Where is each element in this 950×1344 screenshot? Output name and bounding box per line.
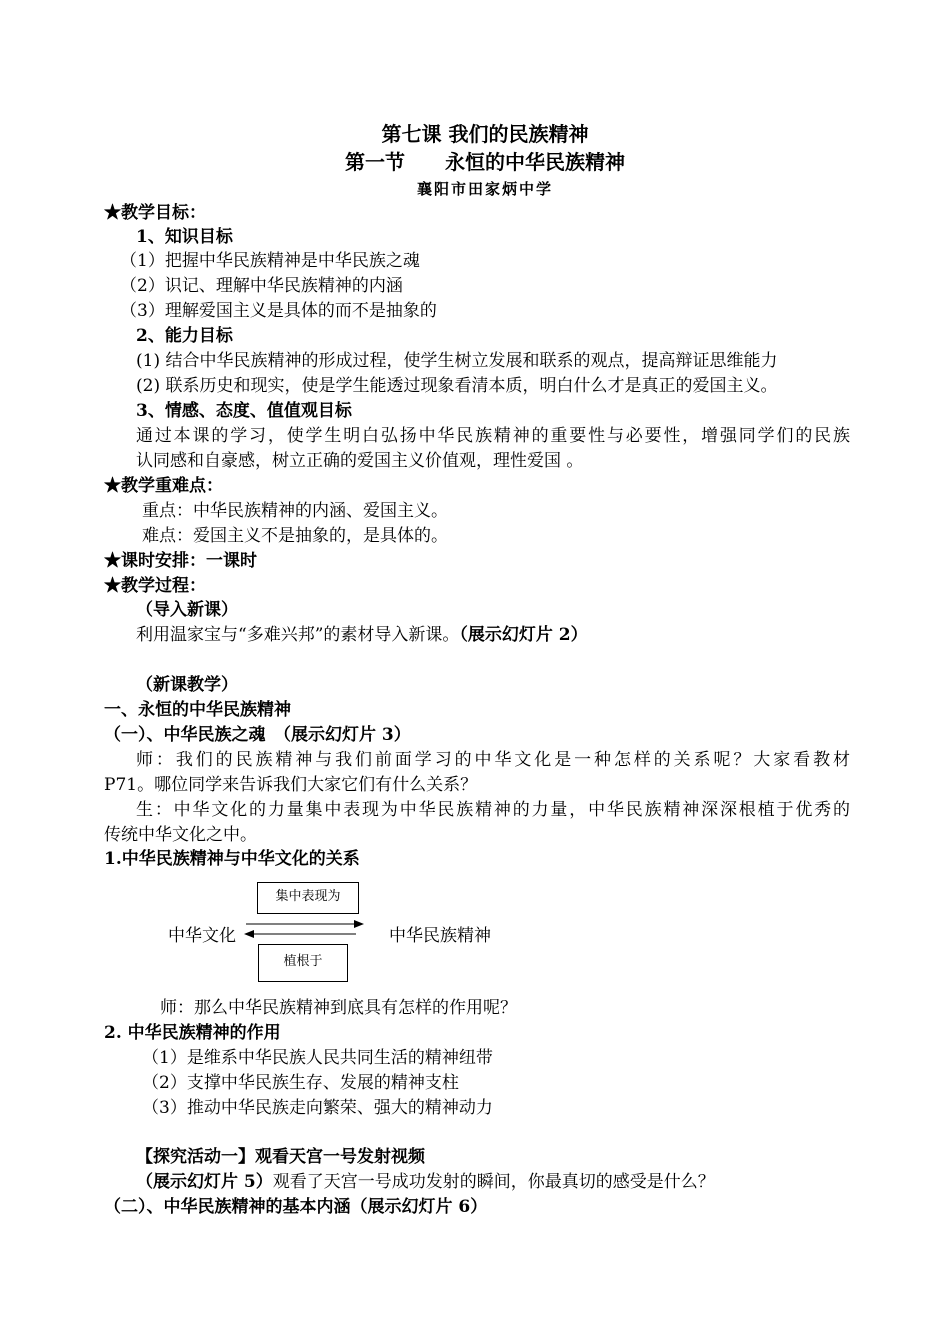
diagram-left-label: 中华文化 (168, 926, 236, 946)
activity-text: 观看了天宫一号成功发射的瞬间，你最真切的感受是什么？ (272, 1172, 715, 1192)
ability-item: (1) 结合中华民族精神的形成过程，使学生树立发展和联系的观点，提高辩证思维能力 (136, 351, 778, 371)
intro-heading: （导入新课） (136, 600, 238, 620)
teacher-question: 师：我们的民族精神与我们前面学习的中华文化是一种怎样的关系呢？大家看教材 (136, 750, 850, 770)
role-item: （2）支撑中华民族生存、发展的精神支柱 (142, 1073, 459, 1093)
intro-text: 利用温家宝与“多难兴邦”的素材导入新课。 (136, 625, 460, 645)
top-box-label: 集中表现为 (257, 882, 359, 914)
emotion-heading: 3、情感、态度、值值观目标 (136, 401, 352, 421)
sub1-heading: （一）、中华民族之魂 （展示幻灯片 3） (104, 725, 411, 745)
role-item: （3）推动中华民族走向繁荣、强大的精神动力 (142, 1098, 493, 1118)
hard-point: 难点：爱国主义不是抽象的，是具体的。 (142, 526, 448, 546)
knowledge-heading: 1、知识目标 (136, 227, 233, 247)
arrow-left-head (244, 930, 254, 938)
intro-slide: （展示幻灯片 2） (459, 625, 588, 645)
student-answer: 生：中华文化的力量集中表现为中华民族精神的力量，中华民族精神深深根植于优秀的 (136, 800, 850, 820)
goals-heading: ★教学目标： (104, 203, 206, 223)
lesson-title: 第七课 我们的民族精神 (381, 122, 589, 146)
knowledge-item: （1）把握中华民族精神是中华民族之魂 (120, 251, 420, 271)
diagram-right-label: 中华民族精神 (389, 926, 491, 946)
key-point: 重点：中华民族精神的内涵、爱国主义。 (142, 501, 448, 521)
ability-item: (2) 联系历史和现实，使是学生能透过现象看清本质，明白什么才是真正的爱国主义。 (136, 376, 778, 396)
schedule: ★课时安排：一课时 (104, 551, 257, 571)
emotion-text: 通过本课的学习，使学生明白弘扬中华民族精神的重要性与必要性，增强同学们的民族 (136, 426, 850, 446)
process-heading: ★教学过程： (104, 576, 206, 596)
arrow-right-head (354, 920, 364, 928)
ability-heading: 2、能力目标 (136, 326, 233, 346)
new-lesson-heading: （新课教学） (136, 675, 238, 695)
key-heading: ★教学重难点： (104, 476, 223, 496)
student-answer: 传统中华文化之中。 (104, 825, 257, 845)
diagram-arrows (240, 918, 370, 942)
school-name: 襄阳市田家炳中学 (416, 180, 553, 198)
role-item: （1）是维系中华民族人民共同生活的精神纽带 (142, 1048, 493, 1068)
activity-slide: （展示幻灯片 5） (136, 1172, 273, 1192)
sub2-heading: （二）、中华民族精神的基本内涵（展示幻灯片 6） (104, 1197, 488, 1217)
knowledge-item: （2）识记、理解中华民族精神的内涵 (120, 276, 403, 296)
bottom-box-label: 植根于 (258, 944, 348, 982)
section-title: 第一节 永恒的中华民族精神 (345, 150, 625, 174)
intro-paragraph (136, 623, 588, 647)
activity-paragraph (136, 1170, 715, 1194)
relation-heading: 1.中华民族精神与中华文化的关系 (104, 849, 360, 869)
knowledge-item: （3）理解爱国主义是具体的而不是抽象的 (120, 301, 437, 321)
role-heading: 2. 中华民族精神的作用 (104, 1023, 281, 1043)
teacher-question: P71。哪位同学来告诉我们大家它们有什么关系？ (104, 775, 478, 795)
part1-heading: 一、永恒的中华民族精神 (104, 700, 291, 720)
teacher-question-2: 师：那么中华民族精神到底具有怎样的作用呢？ (160, 998, 517, 1018)
emotion-text: 认同感和自豪感，树立正确的爱国主义价值观，理性爱国 。 (136, 451, 584, 471)
activity-heading: 【探究活动一】观看天宫一号发射视频 (136, 1147, 425, 1167)
